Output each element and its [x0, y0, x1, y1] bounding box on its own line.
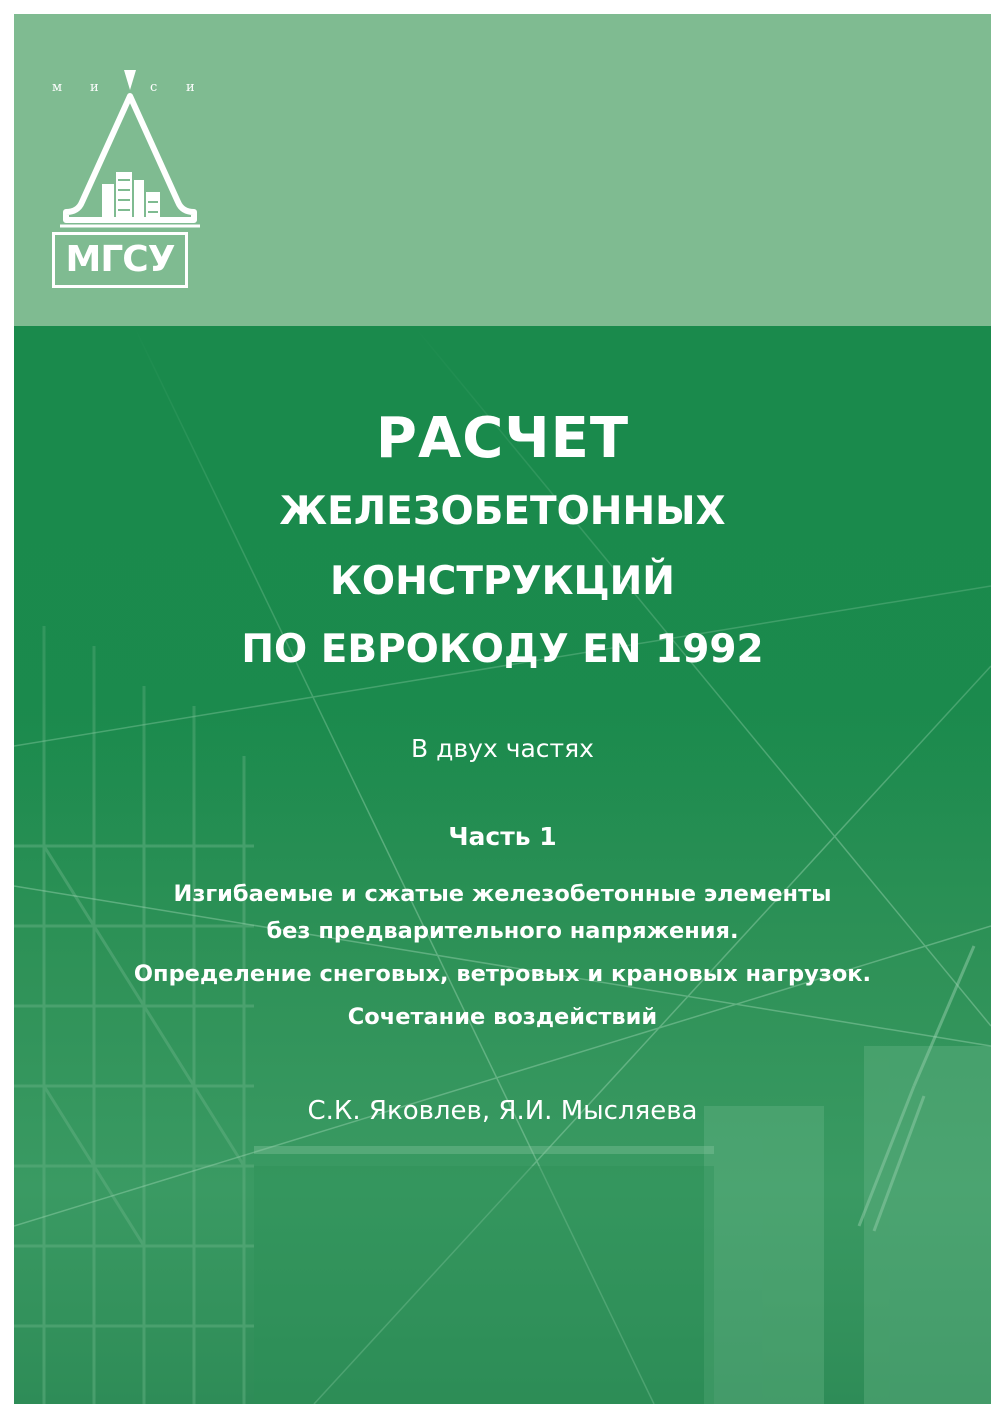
logo-badge-text: МГСУ — [65, 239, 175, 280]
book-cover — [14, 14, 991, 1404]
title-line-1: РАСЧЕТ — [375, 406, 630, 471]
mgsu-logo — [52, 62, 208, 294]
title-line-2: ЖЕЛЕЗОБЕТОННЫХ — [279, 489, 726, 534]
construction-photo-background — [14, 326, 991, 1404]
logo-letter-m: м — [52, 80, 64, 95]
title-line-3: КОНСТРУКЦИЙ — [330, 559, 675, 604]
authors: С.К. Яковлев, Я.И. Мысляева — [307, 1096, 698, 1126]
description-line-1: Изгибаемые и сжатые железобетонные элементы — [173, 881, 832, 907]
logo-letter-i2: и — [186, 80, 196, 95]
description-line-4: Сочетание воздействий — [347, 1004, 658, 1030]
logo-badge — [52, 232, 188, 288]
cover-main-panel — [14, 326, 991, 1404]
logo-letter-i: и — [90, 80, 100, 95]
title-line-4: ПО ЕВРОКОДУ EN 1992 — [241, 627, 764, 672]
description-line-2: без предварительного напряжения. — [266, 918, 739, 944]
cover-top-band — [14, 14, 991, 326]
parts-note: В двух частях — [411, 734, 594, 763]
description-line-3: Определение снеговых, ветровых и крановых нагрузок. — [133, 961, 872, 987]
part-label: Часть 1 — [448, 822, 557, 851]
logo-letter-s: с — [150, 80, 159, 95]
